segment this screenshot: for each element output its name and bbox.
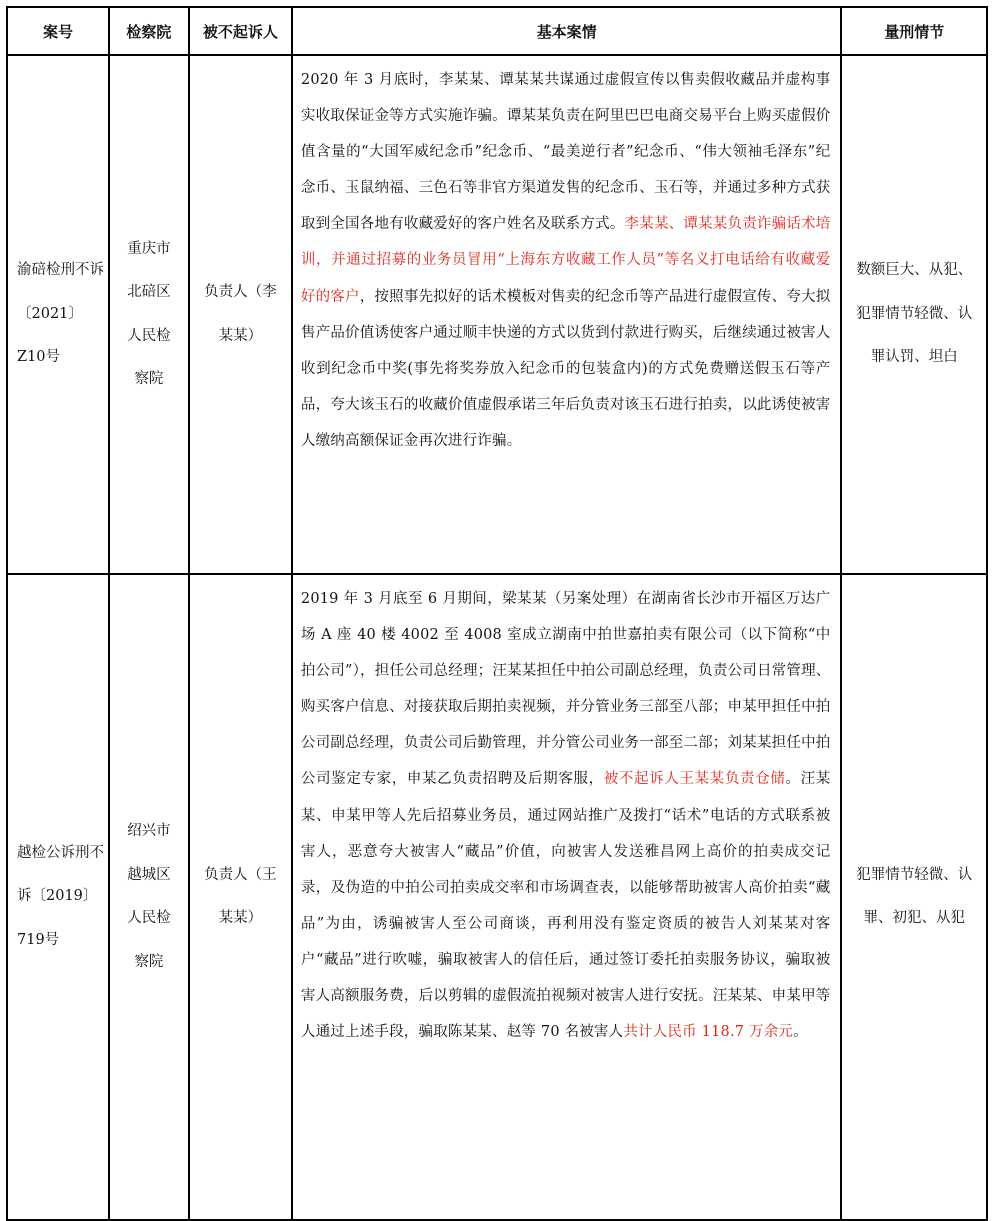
procuratorate-cell: 重庆市北碚区人民检察院 — [109, 55, 189, 574]
case-facts-highlight: 被不起诉人王某某负责仓储 — [603, 771, 786, 788]
header-procuratorate: 检察院 — [109, 7, 189, 55]
table-row — [7, 574, 987, 1220]
header-sentencing: 量刑情节 — [841, 7, 987, 55]
header-respondent: 被不起诉人 — [189, 7, 292, 55]
case-table — [6, 6, 988, 1221]
respondent-cell: 负责人（王某某） — [189, 574, 292, 1220]
case-number-cell: 渝碚检刑不诉〔2021〕Z10号 — [7, 55, 109, 574]
case-facts-text: 2019 年 3 月底至 6 月期间，梁某某（另案处理）在湖南省长沙市开福区万达广场 A 座 40 楼 4002 至 4008 室成立湖南中拍世嘉拍卖有限公司（以下简称“中拍公司”），担任公司总经理；汪某某担任中拍公司副总经理，负责公司日常管理、购买客户信息、对接获取后期拍卖视频，并分管业务三部至八部；申某甲担任中拍公司副总经理，负责公司后勤管理，并分管公司业务一部至二部；刘某某担任中拍公司鉴定专家，申某乙负责招聘及后期客服， — [300, 591, 831, 788]
table-row — [7, 55, 987, 574]
case-facts-cell — [292, 55, 842, 574]
case-facts-text: 。 — [793, 1024, 808, 1041]
header-case-no: 案号 — [7, 7, 109, 55]
sentencing-cell: 数额巨大、从犯、犯罪情节轻微、认罪认罚、坦白 — [841, 55, 987, 574]
procuratorate-cell: 绍兴市越城区人民检察院 — [109, 574, 189, 1220]
case-facts-text: ，按照事先拟好的话术模板对售卖的纪念币等产品进行虚假宣传、夸大拟售产品价值诱使客户通过顺丰快递的方式以货到付款进行购买，后继续通过被害人收到纪念币中奖(事先将奖券放入纪念币的包装盒内)的方式免费赠送假玉石等产品，夸大该玉石的收藏价值虚假承诺三年后负责对该玉石进行拍卖，以此诱使被害人缴纳高额保证金再次进行诈骗。 — [300, 288, 831, 449]
case-facts-highlight: 李某某、谭某某负责诈骗话术培训，并通过招募的业务员冒用“上海东方收藏工作人员”等名义打电话给有收藏爱好的客户 — [300, 216, 831, 305]
case-number-cell: 越检公诉刑不诉〔2019〕719号 — [7, 574, 109, 1220]
case-facts-cell — [292, 574, 842, 1220]
table-header-row — [7, 7, 987, 55]
respondent-cell: 负责人（李某某） — [189, 55, 292, 574]
case-facts-text: 2020 年 3 月底时，李某某、谭某某共谋通过虚假宣传以售卖假收藏品并虚构事实收取保证金等方式实施诈骗。谭某某负责在阿里巴巴电商交易平台上购买虚假价值含量的“大国军威纪念币”纪念币、“最美逆行者”纪念币、“伟大领袖毛泽东”纪念币、玉鼠纳福、三色石等非官方渠道发售的纪念币、玉石等，并通过多种方式获取到全国各地有收藏爱好的客户姓名及联系方式。 — [300, 72, 831, 233]
case-facts-amount: 共计人民币 118.7 万余元 — [623, 1024, 794, 1041]
sentencing-cell: 犯罪情节轻微、认罪、初犯、从犯 — [841, 574, 987, 1220]
header-facts: 基本案情 — [292, 7, 842, 55]
case-facts-text: 。汪某某、申某甲等人先后招募业务员，通过网站推广及拨打“话术”电话的方式联系被害人，恶意夸大被害人“藏品”价值，向被害人发送雅昌网上高价的拍卖成交记录，及伪造的中拍公司拍卖成交率和市场调查表，以能够帮助被害人高价拍卖“藏品”为由，诱骗被害人至公司商谈，再利用没有鉴定资质的被告人刘某某对客户“藏品”进行吹嘘，骗取被害人的信任后，通过签订委托拍卖服务协议，骗取被害人高额服务费，后以剪辑的虚假流拍视频对被害人进行安抚。汪某某、申某甲等人通过上述手段，骗取陈某某、赵等 70 名被害人 — [300, 771, 831, 1041]
